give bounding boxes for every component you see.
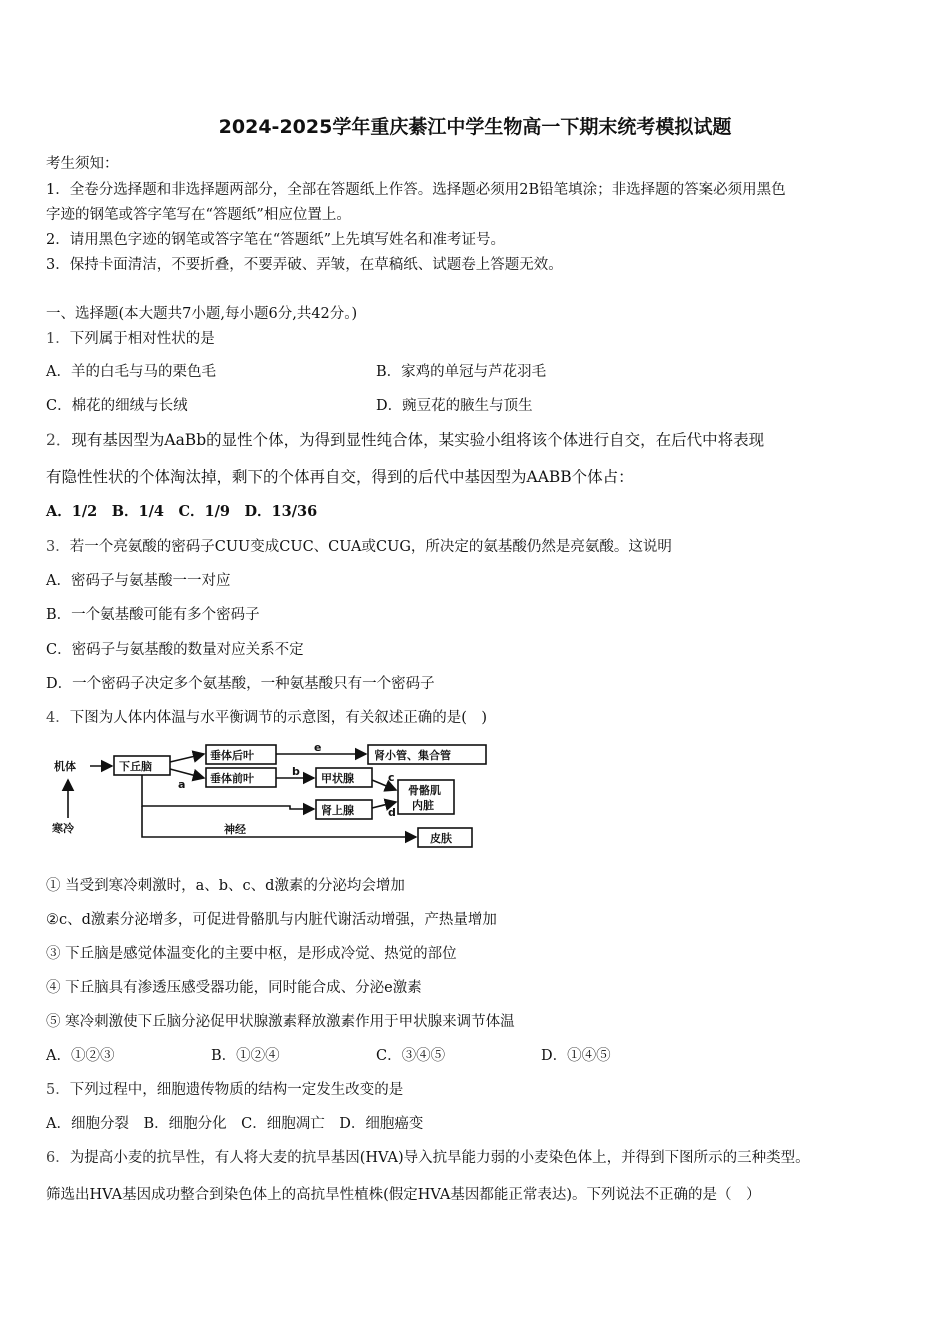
notice-item-1b: 字迹的钢笔或答字笔写在“答题纸”相应位置上。 bbox=[46, 207, 351, 223]
question-number: 6． bbox=[46, 1150, 70, 1166]
label-body: 机体 bbox=[54, 760, 76, 773]
q4-option-c: C．③④⑤ bbox=[376, 1048, 446, 1064]
q4-option-d: D．①④⑤ bbox=[541, 1048, 611, 1064]
q2-options: A．1/2 B．1/4 C．1/9 D．13/36 bbox=[46, 503, 318, 520]
question-2-stem-b: 有隐性性状的个体淘汰掉，剩下的个体再自交，得到的后代中基因型为AABB个体占： bbox=[46, 468, 634, 486]
label-thyroid: 甲状腺 bbox=[321, 772, 354, 785]
label-d: d bbox=[388, 806, 396, 819]
q5-options: A．细胞分裂 B．细胞分化 C．细胞凋亡 D．细胞癌变 bbox=[46, 1116, 424, 1132]
question-4 bbox=[46, 706, 487, 727]
q1-option-b: B．家鸡的单冠与芦花羽毛 bbox=[376, 364, 547, 380]
label-anterior-pituitary: 垂体前叶 bbox=[210, 772, 254, 785]
page-title: 2024-2025学年重庆綦江中学生物高一下期末统考模拟试题 bbox=[218, 116, 732, 138]
question-number: 3． bbox=[46, 539, 70, 555]
q4-statement-2: ②c、d激素分泌增多，可促进骨骼肌与内脏代谢活动增强，产热量增加 bbox=[46, 912, 497, 928]
label-a: a bbox=[178, 778, 186, 791]
arrow-nerve-to-skin bbox=[142, 806, 416, 837]
label-muscle: 骨骼肌 bbox=[408, 784, 441, 797]
q3-option-c: C．密码子与氨基酸的数量对应关系不定 bbox=[46, 642, 304, 658]
label-adrenal: 肾上腺 bbox=[321, 804, 354, 817]
question-stem: 下列过程中，细胞遗传物质的结构一定发生改变的是 bbox=[69, 1082, 404, 1098]
q1-option-c: C．棉花的细绒与长绒 bbox=[46, 398, 188, 414]
question-6 bbox=[46, 1146, 810, 1167]
q3-option-d: D．一个密码子决定多个氨基酸，一种氨基酸只有一个密码子 bbox=[46, 676, 435, 692]
question-3 bbox=[46, 535, 672, 556]
q3-option-b: B．一个氨基酸可能有多个密码子 bbox=[46, 607, 260, 623]
regulation-diagram bbox=[46, 736, 496, 856]
question-6-stem-b: 筛选出HVA基因成功整合到染色体上的高抗旱性植株(假定HVA基因都能正常表达)。下列说法不正确的是（ ） bbox=[46, 1187, 761, 1203]
notice-item-1a: 1．全卷分选择题和非选择题两部分，全部在答题纸上作答。选择题必须用2B铅笔填涂；非选择题的答案必须用黑色 bbox=[46, 182, 786, 198]
q4-statement-3: ③ 下丘脑是感觉体温变化的主要中枢，是形成冷觉、热觉的部位 bbox=[46, 946, 457, 962]
label-cold: 寒冷 bbox=[52, 822, 74, 835]
question-number: 4． bbox=[46, 710, 70, 726]
label-hypothalamus: 下丘脑 bbox=[119, 760, 152, 773]
q3-option-a: A．密码子与氨基酸一一对应 bbox=[46, 573, 231, 589]
section-heading: 一、选择题(本大题共7小题,每小题6分,共42分。) bbox=[46, 306, 358, 322]
question-2 bbox=[46, 428, 764, 450]
question-stem: 若一个亮氨酸的密码子CUU变成CUC、CUA或CUG，所决定的氨基酸仍然是亮氨酸。这说明 bbox=[69, 539, 672, 555]
q1-option-d: D．豌豆花的腋生与顶生 bbox=[376, 398, 533, 414]
q4-option-a: A．①②③ bbox=[46, 1048, 115, 1064]
q4-statement-4: ④ 下丘脑具有渗透压感受器功能，同时能合成、分泌e激素 bbox=[46, 980, 422, 996]
question-stem-a: 现有基因型为AaBb的显性个体，为得到显性纯合体，某实验小组将该个体进行自交，在后代中将表现 bbox=[71, 431, 765, 449]
question-number: 5． bbox=[46, 1082, 70, 1098]
question-stem-a: 为提高小麦的抗旱性，有人将大麦的抗旱基因(HVA)导入抗旱能力弱的小麦染色体上，并得到下图所示的三种类型。 bbox=[69, 1150, 810, 1166]
question-number: 1． bbox=[46, 331, 70, 347]
question-stem: 下列属于相对性状的是 bbox=[69, 331, 215, 347]
notice-item-3: 3．保持卡面清洁，不要折叠，不要弄破、弄皱，在草稿纸、试题卷上答题无效。 bbox=[46, 257, 563, 273]
label-skin: 皮肤 bbox=[430, 832, 452, 845]
label-nerve: 神经 bbox=[224, 823, 246, 836]
notice-heading: 考生须知： bbox=[46, 156, 119, 172]
q4-statement-5: ⑤ 寒冷刺激使下丘脑分泌促甲状腺激素释放激素作用于甲状腺来调节体温 bbox=[46, 1014, 515, 1030]
arrow-hyp-to-posterior bbox=[170, 754, 204, 762]
label-b: b bbox=[292, 765, 300, 778]
question-number: 2． bbox=[46, 431, 72, 449]
question-5 bbox=[46, 1078, 403, 1099]
q4-statement-1: ① 当受到寒冷刺激时，a、b、c、d激素的分泌均会增加 bbox=[46, 878, 405, 894]
notice-item-2: 2．请用黑色字迹的钢笔或答字笔在“答题纸”上先填写姓名和准考证号。 bbox=[46, 232, 506, 248]
arrow-hyp-to-anterior-a bbox=[170, 769, 204, 778]
label-posterior-pituitary: 垂体后叶 bbox=[210, 749, 254, 762]
q1-option-a: A．羊的白毛与马的栗色毛 bbox=[46, 364, 216, 380]
question-1 bbox=[46, 327, 215, 348]
q4-option-b: B．①②④ bbox=[211, 1048, 280, 1064]
label-viscera: 内脏 bbox=[412, 799, 434, 812]
question-stem: 下图为人体内体温与水平衡调节的示意图，有关叙述正确的是( ) bbox=[69, 710, 488, 726]
label-c: c bbox=[388, 771, 395, 784]
label-kidney: 肾小管、集合管 bbox=[374, 749, 451, 762]
label-e: e bbox=[314, 741, 322, 754]
